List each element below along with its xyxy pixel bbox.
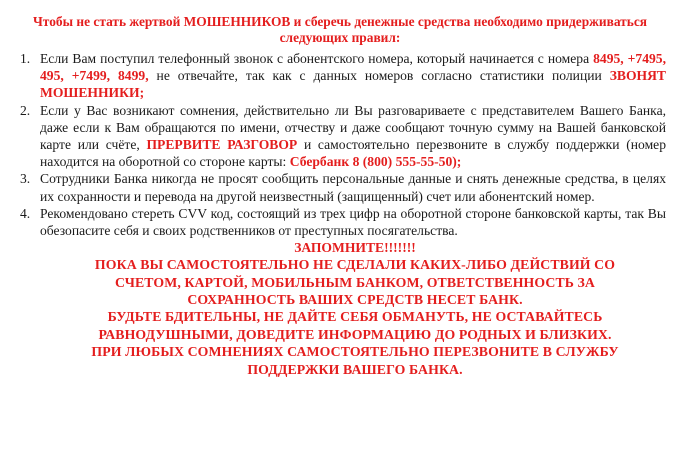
- rule-highlight-phone: Сбербанк 8 (800) 555-55-50);: [289, 154, 462, 170]
- rule-highlight-numbers: 8495, +7495, 495, +7499, 8499,: [40, 51, 666, 84]
- rule-item-4: [20, 205, 666, 239]
- warning-line: СОХРАННОСТЬ ВАШИХ СРЕДСТВ НЕСЕТ БАНК.: [187, 292, 523, 308]
- rule-item-1: [20, 50, 666, 102]
- remember-heading: ЗАПОМНИТЕ!!!!!!!: [294, 240, 416, 256]
- document-title: Чтобы не стать жертвой МОШЕННИКОВ и сберечь денежные средства необходимо придерживаться следующих правил:: [32, 14, 648, 45]
- warning-line: БУДЬТЕ БДИТЕЛЬНЫ, НЕ ДАЙТЕ СЕБЯ ОБМАНУТЬ, НЕ ОСТАВАЙТЕСЬ: [107, 309, 603, 325]
- rule-highlight-fraud: ЗВОНЯТ МОШЕННИКИ: [40, 68, 666, 101]
- warning-line: ПОДДЕРЖКИ ВАШЕГО БАНКА.: [247, 361, 463, 377]
- rule-text: и самостоятельно перезвоните в службу поддержки (номер находится на оборотной со стороне карты:: [40, 137, 666, 170]
- rule-item-3: [20, 170, 666, 204]
- warning-line: СЧЕТОМ, КАРТОЙ, МОБИЛЬНЫМ БАНКОМ, ОТВЕТСТВЕННОСТЬ ЗА: [115, 274, 595, 290]
- rule-number: 2.: [20, 102, 31, 118]
- rule-item-2: [20, 102, 666, 171]
- warning-line: ПРИ ЛЮБЫХ СОМНЕНИЯХ САМОСТОЯТЕЛЬНО ПЕРЕЗВОНИТЕ В СЛУЖБУ: [91, 344, 619, 360]
- warning-line: ПОКА ВЫ САМОСТОЯТЕЛЬНО НЕ СДЕЛАЛИ КАКИХ-ЛИБО ДЕЙСТВИЙ СО: [94, 257, 616, 273]
- rule-text: Рекомендовано стереть CVV код, состоящий из трех цифр на оборотной стороне банковской карты, так Вы обезопасите себя и своих родственников от преступных посягательства.: [40, 205, 666, 239]
- warning-line: РАВНОДУШНЫМИ, ДОВЕДИТЕ ИНФОРМАЦИЮ ДО РОДНЫХ И БЛИЗКИХ.: [98, 326, 612, 342]
- warning-block: [14, 256, 666, 378]
- rule-number: 3.: [20, 171, 31, 187]
- rule-highlight-hangup: ПРЕРВИТЕ РАЗГОВОР: [146, 137, 298, 153]
- rule-number: 4.: [20, 205, 31, 221]
- rule-number: 1.: [20, 51, 31, 66]
- rule-text-end: ;: [139, 85, 145, 101]
- rule-text: не отвечайте, так как с данных номеров согласно статистики полиции: [148, 68, 610, 84]
- rule-text: Если у Вас возникают сомнения, действительно ли Вы разговариваете с представителем Вашего Банка, даже если к Вам обращаются по имени, отчеству и даже сообщают точную сумму на Вашей банковской карте или счёте,: [40, 102, 666, 153]
- rule-text: Сотрудники Банка никогда не просят сообщить персональные данные и снять денежные средства, в целях их сохранности и перевода на другой неизвестный (защищенный) счет или абонентский номер.: [40, 171, 666, 204]
- rules-list: [14, 50, 666, 239]
- rule-text: Если Вам поступил телефонный звонок с абонентского номера, который начинается с номера: [40, 51, 594, 66]
